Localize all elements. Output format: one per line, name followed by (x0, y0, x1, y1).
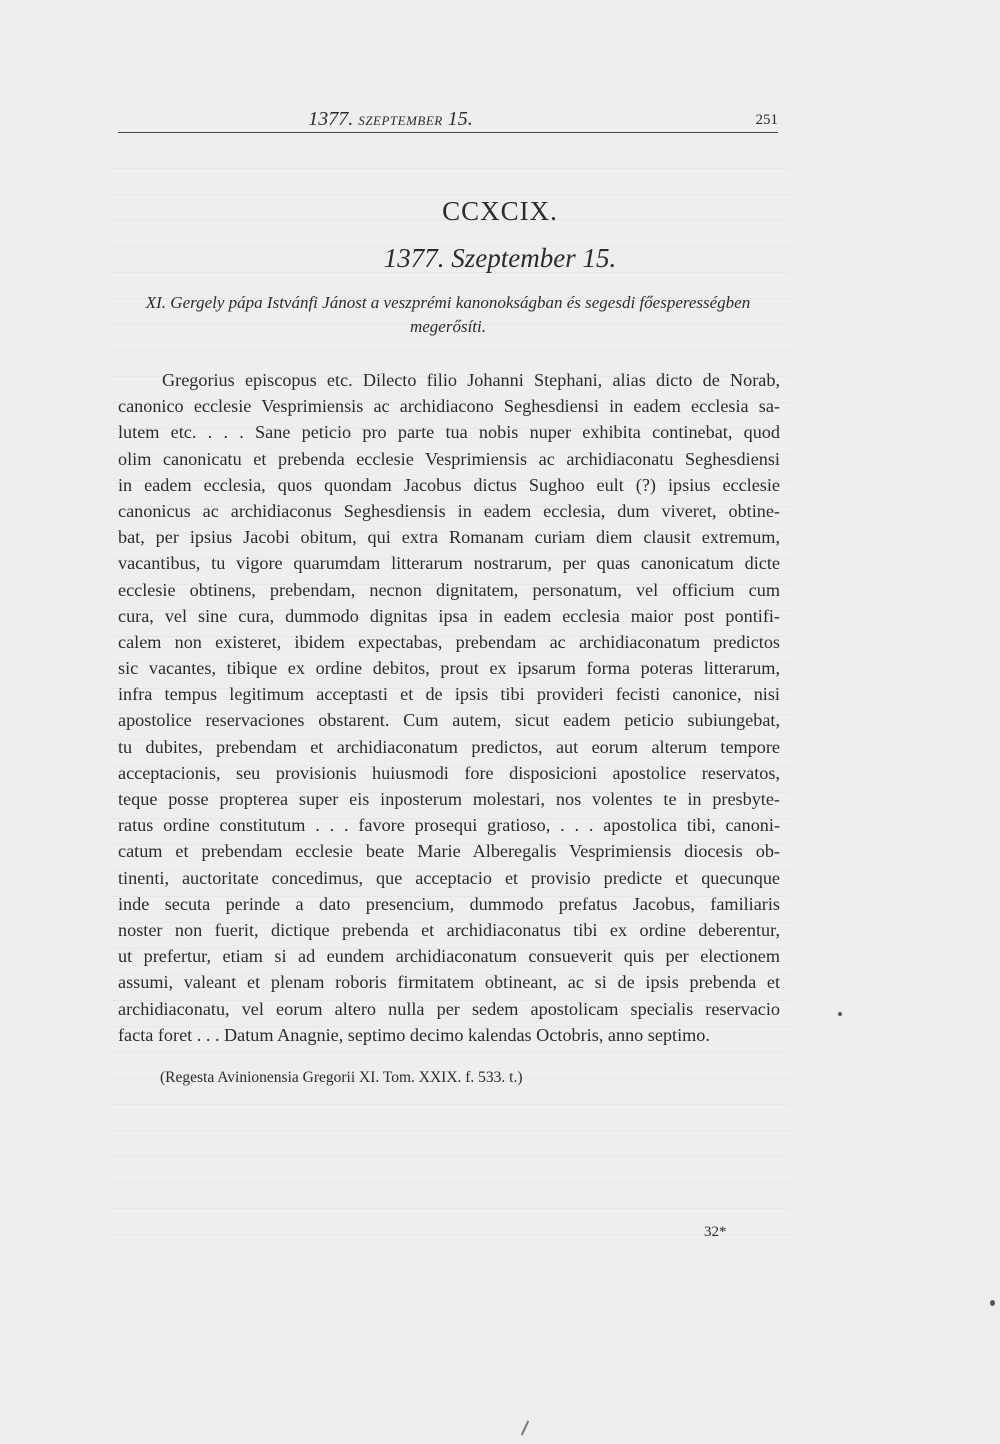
header-year: 1377. (308, 108, 354, 130)
body-line: Gregorius episcopus etc. Dilecto filio Johanni Stephani, alias dicto de Norab, (162, 370, 780, 390)
body-line: teque posse propterea super eis inposterum molestari, nos volentes te in presbyte- (118, 789, 780, 809)
body-line: catum et prebendam ecclesie beate Marie Alberegalis Vesprimiensis diocesis ob- (118, 841, 780, 862)
body-line: bat, per ipsius Jacobi obitum, qui extra Romanam curiam diem clausit extremum, (118, 527, 780, 548)
signature-mark: 32* (704, 1224, 727, 1240)
header-month: SZEPTEMBER (358, 113, 443, 128)
speck-mark (990, 1300, 995, 1306)
speck-mark (521, 1420, 530, 1435)
document-body (118, 367, 780, 1048)
page-number: 251 (755, 112, 778, 128)
body-line: calem non existeret, ibidem expectabas, prebendam ac archidiaconatum predictos (118, 631, 780, 652)
body-line: canonico ecclesie Vesprimiensis ac archidiacono Seghesdiensi in eadem ecclesia sa- (118, 396, 780, 417)
body-line: cura, vel sine cura, dummodo dignitas ipsa in eadem ecclesia maior post pontifi- (118, 605, 780, 626)
source-citation: (Regesta Avinionensia Gregorii XI. Tom. XXIX. f. 533. t.) (160, 1069, 523, 1086)
speck-mark (838, 1012, 842, 1016)
body-line: canonicus ac archidiaconus Seghesdiensis in eadem ecclesia, dum viveret, obtine- (118, 500, 780, 521)
body-line: lutem etc. . . . Sane peticio pro parte tua nobis nuper exhibita continebat, quod (118, 422, 780, 443)
body-line: sic vacantes, tibique ex ordine debitos, prout ex ipsarum forma poteras litterarum, (118, 658, 780, 679)
document-number: CCXCIX. (442, 196, 558, 226)
body-line: apostolice reservaciones obstarent. Cum autem, sicut eadem peticio subiungebat, (118, 710, 780, 731)
body-line: olim canonicatu et prebenda ecclesie Vesprimiensis ac archidiaconatu Seghesdiensi (118, 448, 780, 469)
body-line: archidiaconatu, vel eorum altero nulla per sedem apostolicam specialis reservacio (118, 998, 780, 1019)
body-line: tu dubites, prebendam et archidiaconatum predictos, aut eorum alterum tempore (118, 736, 780, 757)
body-line: in eadem ecclesia, quos quondam Jacobus dictus Sughoo eult (?) ipsius ecclesie (118, 474, 780, 495)
body-line: ut prefertur, etiam si ad eundem archidiaconatum consueverit quis per electionem (118, 946, 780, 967)
body-line: vacantibus, tu vigore quarumdam litterarum nostrarum, per quas canonicatum dicte (118, 553, 780, 574)
body-line: ratus ordine constitutum . . . favore prosequi gratioso, . . . apostolica tibi, canoni- (118, 815, 780, 836)
body-line: facta foret . . . Datum Anagnie, septimo decimo kalendas Octobris, anno septimo. (118, 1024, 710, 1045)
header-rule (118, 132, 778, 133)
body-line: noster non fuerit, dictique prebenda et archidiaconatus tibi ex ordine deberentur, (118, 919, 780, 940)
running-title (118, 108, 663, 131)
body-line: ecclesie obtinens, prebendam, necnon dignitatem, personatum, vel officium cum (118, 579, 780, 600)
document-summary: XI. Gergely pápa Istvánfi Jánost a veszprémi kanonokságban és segesdi főesperességben megerősíti. (145, 293, 751, 336)
header-day: 15. (447, 108, 473, 130)
body-line: infra tempus legitimum acceptasti et de ipsis tibi provideri fecisti canonice, nisi (118, 684, 780, 705)
body-line: acceptacionis, seu provisionis huiusmodi fore disposicioni apostolice reservatos, (118, 762, 780, 783)
body-line: tinenti, auctoritate concedimus, que acceptacio et provisio predicte et quecunque (118, 867, 780, 888)
body-line: inde secuta perinde a dato presencium, dummodo prefatus Jacobus, familiaris (118, 893, 780, 914)
document-date: 1377. Szeptember 15. (383, 243, 617, 273)
body-line: assumi, valeant et plenam roboris firmitatem obtineant, ac si de ipsis prebenda et (118, 972, 780, 993)
running-header (118, 108, 778, 134)
